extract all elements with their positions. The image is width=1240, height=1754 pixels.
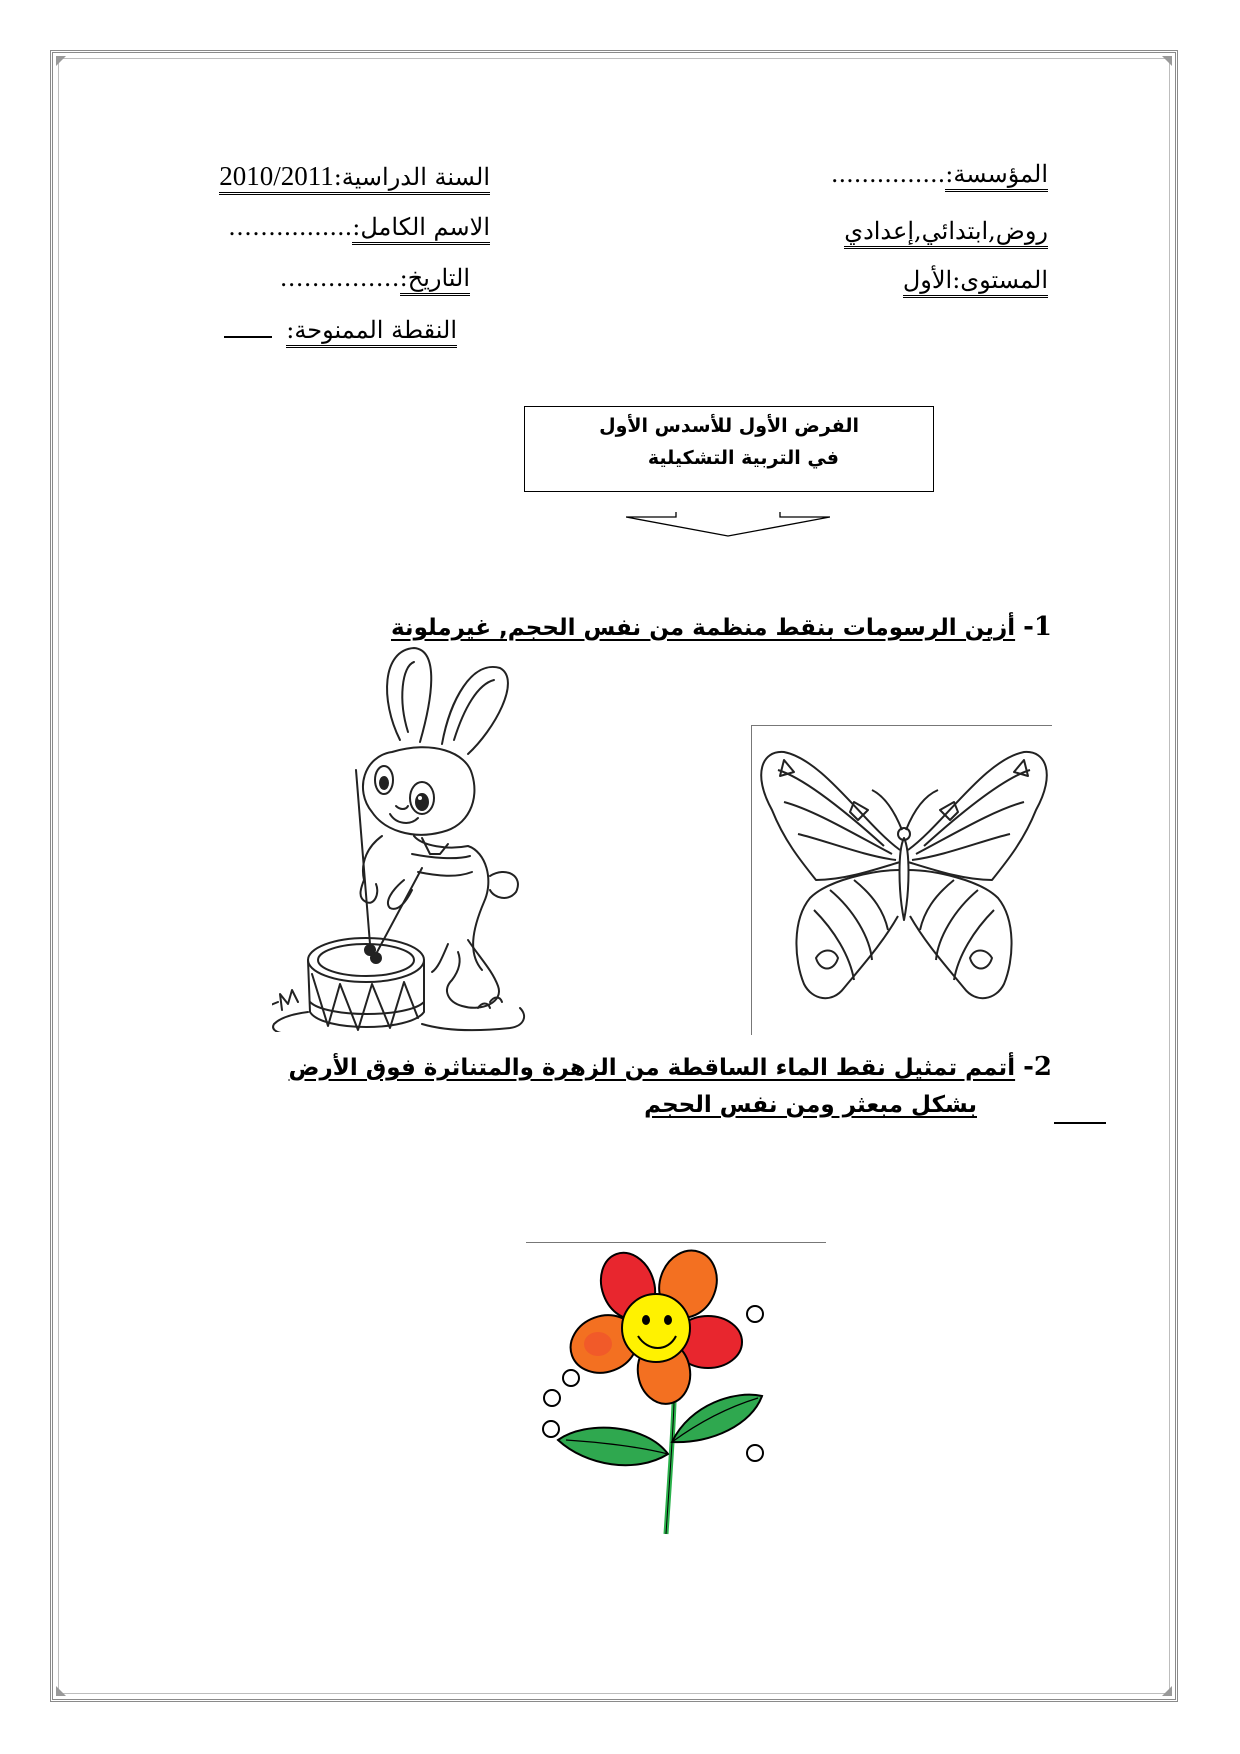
level-value: الأول [903, 266, 952, 298]
question-1-number: 1- [1023, 612, 1052, 642]
question-2-text-line-1: أتمم تمثيل نقط الماء الساقطة من الزهرة والمتناثرة فوق الأرض [288, 1055, 1016, 1081]
full-name-label: الاسم الكامل: [352, 213, 490, 245]
question-2-continued [644, 1092, 977, 1118]
level-label: المستوى: [952, 266, 1048, 298]
question-1-text: أزين الرسومات بنقط منظمة من نفس الحجم, غيرملونة [390, 615, 1016, 641]
title-line-2: في التربية التشكيلية [647, 447, 839, 469]
level-field [903, 266, 1048, 295]
institution-label: المؤسسة: [945, 160, 1048, 192]
date-value: …………… [279, 264, 400, 292]
corner-ornament [56, 56, 66, 66]
corner-ornament [1162, 1686, 1172, 1696]
cycle-field [844, 217, 1048, 246]
rabbit-drawing [272, 640, 592, 1032]
separator-line [751, 725, 752, 1035]
underline-extension [1054, 1122, 1106, 1124]
full-name-value: ..........‥‥‥ [227, 213, 353, 241]
date-label: التاريخ: [400, 264, 470, 296]
cycle-value: روض,ابتدائي,إعدادي [844, 217, 1048, 249]
school-year-value: 2010/2011 [219, 161, 334, 195]
question-2-number: 2- [1023, 1052, 1052, 1082]
institution-field [831, 160, 1048, 189]
grade-field [224, 316, 457, 345]
question-1 [391, 612, 1052, 642]
question-2 [289, 1052, 1052, 1082]
separator-line [526, 1242, 826, 1243]
question-2-text-line-2: بشكل مبعثر ومن نفس الحجم [644, 1092, 977, 1118]
institution-value: ............... [830, 160, 946, 188]
school-year-label: السنة الدراسية: [334, 163, 490, 195]
flower-drawing [526, 1244, 806, 1540]
date-field [280, 264, 470, 293]
butterfly-drawing [754, 730, 1054, 1008]
full-name-field [228, 213, 490, 242]
separator-line [752, 725, 1052, 726]
grade-label: النقطة الممنوحة: [286, 316, 457, 348]
down-arrow-icon [626, 512, 830, 538]
school-year-field [219, 160, 490, 192]
title-line-1: الفرض الأول للأسدس الأول [599, 415, 859, 437]
corner-ornament [1162, 56, 1172, 66]
title-box [524, 406, 934, 492]
corner-ornament [56, 1686, 66, 1696]
grade-blank [224, 336, 272, 338]
